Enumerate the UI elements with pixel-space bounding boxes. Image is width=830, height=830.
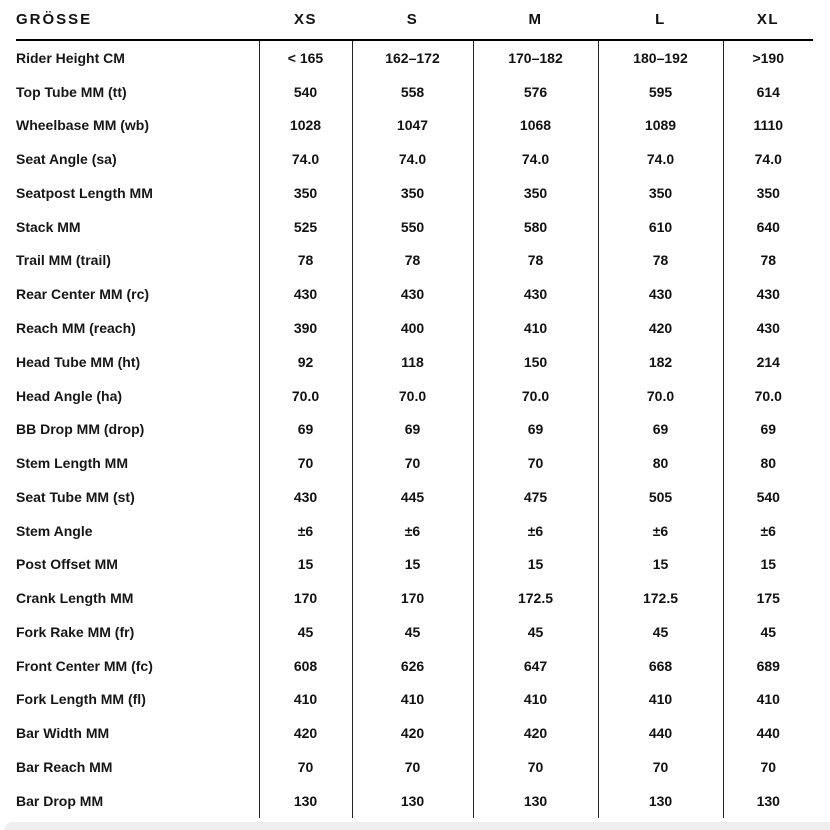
value-cell: 69 (259, 412, 352, 446)
value-cell: 440 (723, 716, 813, 750)
value-cell: 445 (352, 480, 473, 514)
next-section-top-edge (4, 822, 830, 830)
row-label: Seatpost Length MM (16, 184, 153, 201)
value-cell: 70 (473, 446, 598, 480)
value-cell: 78 (259, 244, 352, 278)
value-cell: 15 (352, 547, 473, 581)
value-cell: 170 (352, 581, 473, 615)
value-cell: 45 (723, 615, 813, 649)
value-cell: 1110 (723, 109, 813, 143)
table-row (16, 176, 813, 210)
value-cell: 70.0 (723, 379, 813, 413)
value-cell: 70.0 (259, 379, 352, 413)
value-cell: 440 (598, 716, 723, 750)
value-cell: 170 (259, 581, 352, 615)
value-cell: 430 (723, 311, 813, 345)
value-cell: 170–182 (473, 40, 598, 75)
row-label: Bar Reach MM (16, 758, 113, 775)
row-label: Crank Length MM (16, 590, 134, 607)
value-cell: 1028 (259, 109, 352, 143)
value-cell: ±6 (473, 514, 598, 548)
value-cell: 78 (352, 244, 473, 278)
table-row (16, 379, 813, 413)
value-cell: 15 (598, 547, 723, 581)
value-cell: 610 (598, 210, 723, 244)
column-header-m: M (473, 0, 598, 40)
column-header-xl: XL (723, 0, 813, 40)
value-cell: 78 (598, 244, 723, 278)
row-label: Post Offset MM (16, 556, 118, 573)
value-cell: 150 (473, 345, 598, 379)
value-cell: 15 (259, 547, 352, 581)
value-cell: 1047 (352, 109, 473, 143)
value-cell: 410 (352, 683, 473, 717)
table-row (16, 75, 813, 109)
value-cell: 400 (352, 311, 473, 345)
row-label: Stem Angle (16, 522, 93, 539)
value-cell: 130 (598, 784, 723, 818)
table-row (16, 244, 813, 278)
value-cell: 15 (723, 547, 813, 581)
table-title: GRÖSSE (16, 0, 259, 40)
value-cell: 70.0 (352, 379, 473, 413)
value-cell: 576 (473, 75, 598, 109)
value-cell: ±6 (598, 514, 723, 548)
value-cell: 525 (259, 210, 352, 244)
value-cell: 172.5 (598, 581, 723, 615)
value-cell: 640 (723, 210, 813, 244)
value-cell: 45 (259, 615, 352, 649)
value-cell: 420 (352, 716, 473, 750)
value-cell: 182 (598, 345, 723, 379)
value-cell: 350 (723, 176, 813, 210)
value-cell: 78 (473, 244, 598, 278)
table-row (16, 784, 813, 818)
value-cell: 614 (723, 75, 813, 109)
value-cell: 70 (259, 750, 352, 784)
value-cell: >190 (723, 40, 813, 75)
table-row (16, 311, 813, 345)
value-cell: 45 (598, 615, 723, 649)
row-label: Reach MM (reach) (16, 320, 136, 336)
value-cell: 45 (473, 615, 598, 649)
column-header-l: L (598, 0, 723, 40)
table-row (16, 210, 813, 244)
value-cell: 550 (352, 210, 473, 244)
value-cell: 1089 (598, 109, 723, 143)
value-cell: ±6 (352, 514, 473, 548)
table-row (16, 277, 813, 311)
value-cell: 540 (723, 480, 813, 514)
value-cell: 175 (723, 581, 813, 615)
value-cell: 70 (352, 446, 473, 480)
value-cell: 74.0 (723, 142, 813, 176)
value-cell: 595 (598, 75, 723, 109)
table-row (16, 750, 813, 784)
value-cell: 15 (473, 547, 598, 581)
column-header-s: S (352, 0, 473, 40)
row-label: Wheelbase MM (wb) (16, 117, 150, 134)
table-row (16, 446, 813, 480)
value-cell: 350 (598, 176, 723, 210)
value-cell: 505 (598, 480, 723, 514)
row-label: Trail MM (trail) (16, 252, 111, 269)
value-cell: 540 (259, 75, 352, 109)
row-label: Rider Height CM (16, 49, 125, 66)
value-cell: 350 (473, 176, 598, 210)
value-cell: 130 (259, 784, 352, 818)
value-cell: 69 (723, 412, 813, 446)
value-cell: 668 (598, 649, 723, 683)
table-row (16, 514, 813, 548)
row-label: Top Tube MM (tt) (16, 83, 127, 100)
value-cell: 74.0 (259, 142, 352, 176)
row-label: Head Angle (ha) (16, 387, 123, 404)
value-cell: 214 (723, 345, 813, 379)
value-cell: 430 (259, 277, 352, 311)
table-row (16, 40, 813, 75)
row-label: Seat Tube MM (st) (16, 488, 135, 505)
value-cell: 70 (259, 446, 352, 480)
value-cell: 420 (473, 716, 598, 750)
value-cell: 430 (259, 480, 352, 514)
value-cell: 430 (352, 277, 473, 311)
value-cell: 74.0 (352, 142, 473, 176)
value-cell: 420 (259, 716, 352, 750)
geometry-table (16, 0, 813, 818)
value-cell: 647 (473, 649, 598, 683)
value-cell: 410 (723, 683, 813, 717)
value-cell: 162–172 (352, 40, 473, 75)
row-label: Stack MM (16, 218, 81, 235)
header-row (16, 0, 813, 40)
value-cell: 70.0 (598, 379, 723, 413)
table-row (16, 109, 813, 143)
value-cell: 608 (259, 649, 352, 683)
value-cell: 118 (352, 345, 473, 379)
table-row (16, 480, 813, 514)
value-cell: 69 (473, 412, 598, 446)
value-cell: < 165 (259, 40, 352, 75)
value-cell: 80 (598, 446, 723, 480)
value-cell: 70 (598, 750, 723, 784)
value-cell: 70 (723, 750, 813, 784)
table-row (16, 345, 813, 379)
row-label: Bar Drop MM (16, 792, 104, 809)
value-cell: 430 (723, 277, 813, 311)
value-cell: 172.5 (473, 581, 598, 615)
table-row (16, 581, 813, 615)
value-cell: 69 (598, 412, 723, 446)
value-cell: 70.0 (473, 379, 598, 413)
value-cell: 92 (259, 345, 352, 379)
value-cell: 70 (473, 750, 598, 784)
value-cell: 410 (598, 683, 723, 717)
table-row (16, 142, 813, 176)
row-label: Seat Angle (sa) (16, 151, 117, 168)
value-cell: 580 (473, 210, 598, 244)
row-label: Fork Rake MM (fr) (16, 623, 135, 640)
value-cell: 74.0 (473, 142, 598, 176)
value-cell: 410 (473, 683, 598, 717)
value-cell: 350 (352, 176, 473, 210)
value-cell: 558 (352, 75, 473, 109)
value-cell: ±6 (259, 514, 352, 548)
value-cell: 78 (723, 244, 813, 278)
table-row (16, 683, 813, 717)
row-label: Fork Length MM (fl) (16, 691, 146, 708)
row-label: Front Center MM (fc) (16, 657, 153, 674)
row-label: Head Tube MM (ht) (16, 353, 141, 370)
value-cell: 410 (473, 311, 598, 345)
value-cell: 430 (473, 277, 598, 311)
row-label: BB Drop MM (drop) (16, 421, 145, 438)
table-row (16, 649, 813, 683)
value-cell: ±6 (723, 514, 813, 548)
value-cell: 180–192 (598, 40, 723, 75)
value-cell: 69 (352, 412, 473, 446)
value-cell: 74.0 (598, 142, 723, 176)
value-cell: 689 (723, 649, 813, 683)
value-cell: 80 (723, 446, 813, 480)
table-row (16, 412, 813, 446)
column-header-xs: XS (259, 0, 352, 40)
value-cell: 626 (352, 649, 473, 683)
value-cell: 420 (598, 311, 723, 345)
row-label: Rear Center MM (rc) (16, 286, 150, 303)
value-cell: 70 (352, 750, 473, 784)
value-cell: 475 (473, 480, 598, 514)
value-cell: 1068 (473, 109, 598, 143)
value-cell: 390 (259, 311, 352, 345)
table-row (16, 716, 813, 750)
table-row (16, 615, 813, 649)
value-cell: 130 (723, 784, 813, 818)
value-cell: 410 (259, 683, 352, 717)
row-label: Bar Width MM (16, 725, 110, 742)
value-cell: 350 (259, 176, 352, 210)
value-cell: 45 (352, 615, 473, 649)
value-cell: 130 (352, 784, 473, 818)
row-label: Stem Length MM (16, 455, 128, 472)
value-cell: 130 (473, 784, 598, 818)
value-cell: 430 (598, 277, 723, 311)
table-row (16, 547, 813, 581)
